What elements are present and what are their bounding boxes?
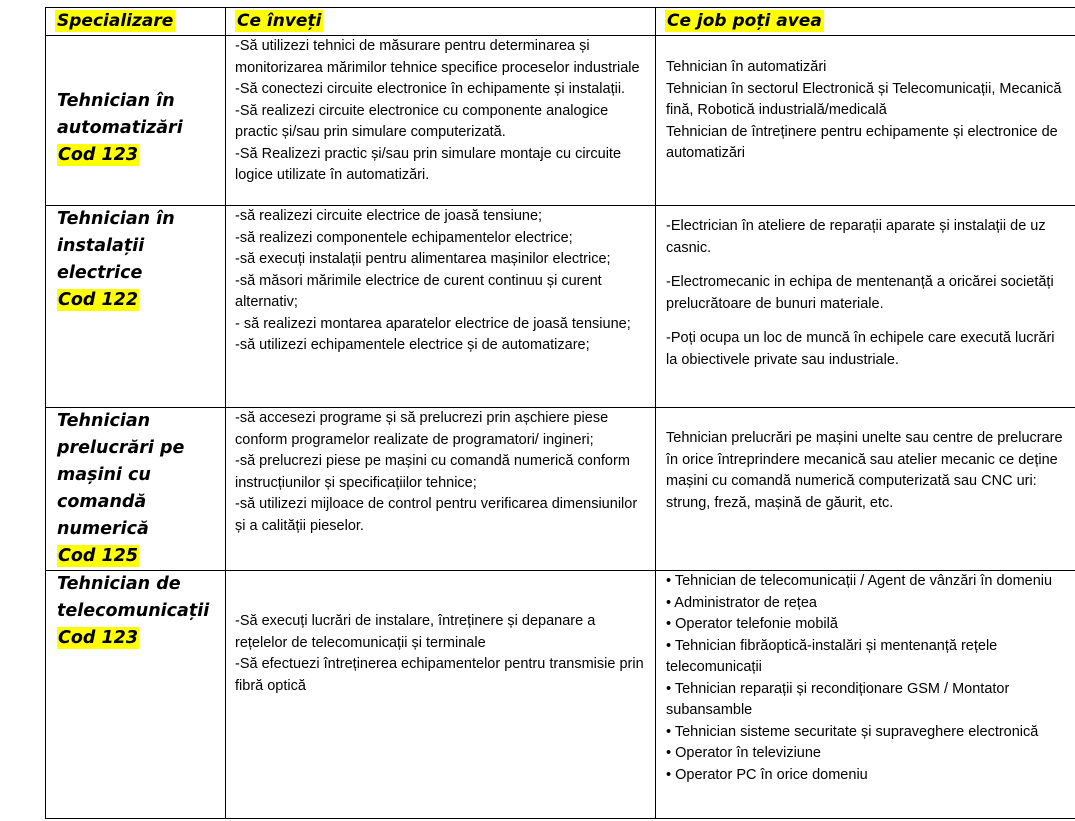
- job-item: • Operator telefonie mobilă: [666, 616, 838, 632]
- table-row: [46, 36, 1075, 206]
- specialization-name: Tehnician de: [57, 574, 181, 594]
- specialization-name: Tehnician: [57, 411, 151, 431]
- table-row: [46, 206, 1075, 408]
- specializations-table: [45, 7, 1075, 819]
- learn-cell: [226, 206, 656, 408]
- learn-item: -să utilizezi mijloace de control pentru verificarea dimensiunilor și a calității pieselor.: [235, 496, 638, 534]
- specialization-name: Tehnician în: [57, 91, 175, 111]
- specialization-code: Cod 123: [58, 145, 139, 165]
- specialization-name: electrice: [57, 263, 143, 283]
- specialization-name: telecomunicații: [57, 601, 210, 621]
- job-item: • Administrator de rețea: [666, 594, 817, 611]
- learn-item: -să realizezi circuite electrice de joasă tensiune;: [235, 208, 543, 224]
- table-row: [46, 571, 1075, 819]
- learn-item: -Să conectezi circuite electronice în echipamente și instalații.: [235, 81, 626, 97]
- learn-item: -să măsori mărimile electrice de curent continuu și curent alternativ;: [235, 272, 602, 310]
- job-item: Tehnician prelucrări pe mașini unelte sau centre de prelucrare în orice întreprindere mecanică sau atelier mecanic ce deține mașini cu comandă numerică computerizată sau CNC uri: strung, freză, mașină de găurit, etc.: [666, 430, 1063, 511]
- jobs-cell: [656, 408, 1075, 571]
- jobs-cell: [656, 36, 1075, 206]
- job-item: • Tehnician reparații și recondiționare GSM / Montator subansamble: [666, 680, 1010, 718]
- learn-item: -Să execuți lucrări de instalare, întreținere și depanare a rețelelor de telecomunicații și terminale: [235, 613, 596, 651]
- specialization-code: Cod 125: [58, 546, 139, 566]
- learn-item: -Să realizezi circuite electronice cu componente analogice practic și/sau prin simulare computerizată.: [235, 102, 609, 140]
- learn-item: -Să efectuezi întreținerea echipamentelor pentru transmisie prin fibră optică: [235, 656, 644, 694]
- specialization-code: Cod 123: [58, 628, 139, 648]
- jobs-cell: [656, 571, 1075, 819]
- learn-item: -să prelucrezi piese pe mașini cu comandă numerică conform instrucțiunilor și specificațiilor tehnice;: [235, 453, 630, 491]
- job-item: -Electrician în ateliere de reparații aparate și instalații de uz casnic.: [666, 218, 1046, 256]
- job-item: • Tehnician de telecomunicații / Agent de vânzări în domeniu: [666, 573, 1053, 589]
- job-item: Tehnician de întreținere pentru echipamente și electronice de automatizări: [666, 123, 1058, 161]
- specialization-name: instalații: [57, 236, 145, 256]
- specialization-code: Cod 122: [58, 290, 139, 310]
- specialization-cell: [46, 206, 226, 408]
- specialization-name: automatizări: [57, 118, 183, 138]
- specialization-name: numerică: [57, 519, 149, 539]
- specialization-name: mașini cu: [57, 465, 151, 485]
- specialization-cell: [46, 408, 226, 571]
- learn-item: - să realizezi montarea aparatelor electrice de joasă tensiune;: [235, 315, 631, 332]
- job-item: • Tehnician sisteme securitate și supraveghere electronică: [666, 723, 1039, 740]
- job-item: • Operator PC în orice domeniu: [666, 766, 868, 783]
- specialization-cell: [46, 571, 226, 819]
- job-item: • Tehnician fibrăoptică-instalări și mentenanță rețele telecomunicații: [666, 637, 998, 675]
- header-ce-job: Ce job poți avea: [656, 8, 1075, 36]
- header-row: [46, 8, 1075, 36]
- job-item: Tehnician în sectorul Electronică și Telecomunicații, Mecanică fină, Robotică industrială/medicală: [666, 80, 1062, 118]
- job-item: -Poți ocupa un loc de muncă în echipele care execută lucrări la obiectivele private sau industriale.: [666, 330, 1055, 368]
- specialization-name: prelucrări pe: [57, 438, 185, 458]
- header-specializare: Specializare: [46, 8, 226, 36]
- learn-item: -Să Realizezi practic și/sau prin simulare montaje cu circuite logice utilizate în automatizări.: [235, 145, 622, 183]
- specialization-cell: [46, 36, 226, 206]
- job-item: Tehnician în automatizări: [666, 59, 827, 75]
- learn-cell: [226, 36, 656, 206]
- job-item: -Electromecanic in echipa de mentenanță a oricărei societăți prelucrătoare de bunuri materiale.: [666, 274, 1054, 312]
- learn-cell: [226, 571, 656, 819]
- learn-item: -să utilizezi echipamentele electrice și de automatizare;: [235, 337, 590, 353]
- learn-item: -să accesezi programe și să prelucrezi prin așchiere piese conform programelor realizate de programatori/ ingineri;: [235, 410, 609, 448]
- job-item: • Operator în televiziune: [666, 745, 821, 761]
- specialization-name: comandă: [57, 492, 147, 512]
- specialization-name: Tehnician în: [57, 209, 175, 229]
- header-ce-inveti: Ce înveți: [226, 8, 656, 36]
- table-row: [46, 408, 1075, 571]
- learn-item: -Să utilizezi tehnici de măsurare pentru determinarea și monitorizarea mărimilor tehnice specifice proceselor industriale: [235, 38, 640, 76]
- jobs-cell: [656, 206, 1075, 408]
- learn-item: -să realizezi componentele echipamentelor electrice;: [235, 229, 573, 246]
- learn-item: -să execuți instalații pentru alimentarea mașinilor electrice;: [235, 251, 611, 267]
- learn-cell: [226, 408, 656, 571]
